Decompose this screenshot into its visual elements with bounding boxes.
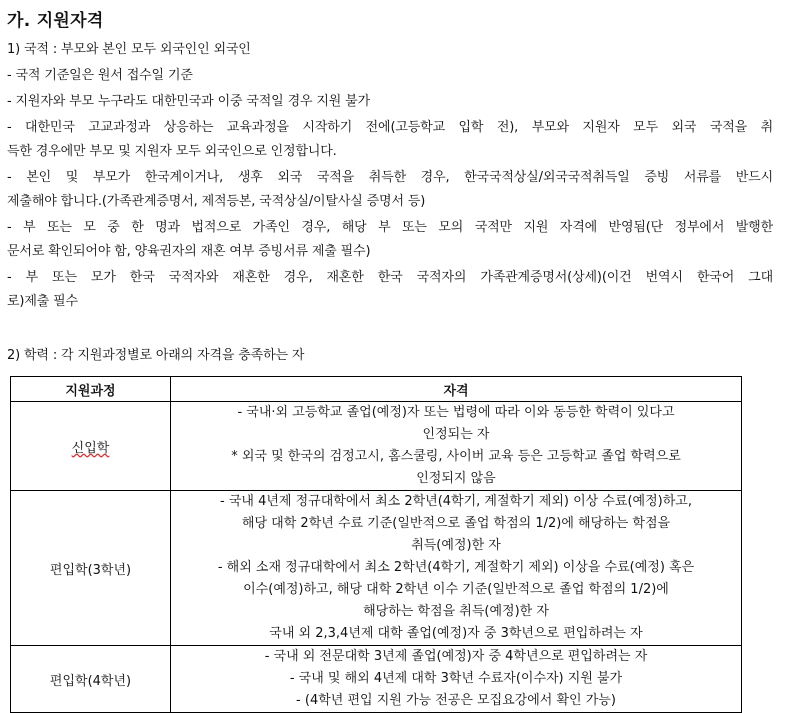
nationality-line: - 부 또는 모가 한국 국적자와 재혼한 경우, 재혼한 한국 국적자의 가족관계증명서(상세)(이건 번역시 한국어 그대	[7, 270, 773, 285]
qualification-line: 이수(예정)하고, 해당 대학 2학년 이수 기준(일반적으로 졸업 학점의 1/2)에	[243, 582, 669, 597]
nationality-line: - 본인 및 부모가 한국계이거나, 생후 외국 국적을 취득한 경우, 한국국적상실/외국국적취득일 증빙 서류를 반드시	[7, 170, 773, 185]
qualification-line: 해당 대학 2학년 수료 기준(일반적으로 졸업 학점의 1/2)에 해당하는 학점을	[241, 516, 671, 531]
qualification-line: 인정되는 자	[422, 427, 490, 442]
qualification-cell	[171, 646, 742, 713]
nationality-heading: 1) 국적 : 부모와 본인 모두 외국인인 외국인	[7, 42, 251, 57]
qualification-line: - 국내 및 해외 4년제 대학 3학년 수료자(이수자) 지원 불가	[289, 671, 623, 686]
qualification-line: 취득(예정)한 자	[411, 538, 501, 553]
education-heading: 2) 학력 : 각 지원과정별로 아래의 자격을 충족하는 자	[7, 348, 305, 363]
qualification-cell	[171, 402, 742, 491]
column-header-course: 지원과정	[11, 377, 171, 402]
course-cell	[11, 646, 171, 713]
nationality-line: - 대한민국 고교과정과 상응하는 교육과정을 시작하기 전에(고등학교 입학 전), 부모와 지원자 모두 외국 국적을 취	[7, 120, 773, 135]
course-label: 신입학	[71, 440, 110, 456]
qualification-line: 국내 외 2,3,4년제 대학 졸업(예정)자 중 3학년으로 편입하려는 자	[269, 626, 643, 641]
table-row	[11, 402, 742, 491]
table-header-row	[11, 377, 742, 402]
column-header-qualification: 자격	[171, 377, 742, 402]
qualification-line: - 해외 소재 정규대학에서 최소 2학년(4학기, 계절학기 제외) 이상을 수료(예정) 혹은	[217, 560, 695, 575]
nationality-line: - 지원자와 부모 누구라도 대한민국과 이중 국적일 경우 지원 불가	[7, 94, 370, 109]
course-cell	[11, 402, 171, 491]
qualification-cell	[171, 491, 742, 646]
course-cell	[11, 491, 171, 646]
nationality-line: 로)제출 필수	[7, 294, 78, 309]
qualification-line: 인정되지 않음	[416, 471, 496, 486]
nationality-line: 득한 경우에만 부모 및 지원자 모두 외국인으로 인정합니다.	[7, 144, 337, 159]
qualification-line: 해당하는 학점을 취득(예정)한 자	[363, 604, 549, 619]
course-label: 편입학(3학년)	[49, 562, 132, 578]
eligibility-table	[10, 376, 742, 713]
qualification-line: - 국내·외 고등학교 졸업(예정)자 또는 법령에 따라 이와 동등한 학력이 있다고	[237, 405, 675, 420]
qualification-line: - 국내 4년제 정규대학에서 최소 2학년(4학기, 계절학기 제외) 이상 수료(예정)하고,	[220, 494, 692, 509]
section-title: 가. 지원자격	[7, 11, 104, 31]
nationality-line: 제출해야 합니다.(가족관계증명서, 제적등본, 국적상실/이탈사실 증명서 등)	[7, 194, 426, 209]
qualification-line: * 외국 및 한국의 검정고시, 홈스쿨링, 사이버 교육 등은 고등학교 졸업 학력으로	[231, 449, 681, 464]
table-row	[11, 491, 742, 646]
qualification-line: - 국내 외 전문대학 3년제 졸업(예정)자 중 4학년으로 편입하려는 자	[264, 649, 648, 664]
nationality-line: 문서로 확인되어야 함, 양육권자의 재혼 여부 증빙서류 제출 필수)	[7, 244, 371, 259]
table-row	[11, 646, 742, 713]
qualification-line: - (4학년 편입 지원 가능 전공은 모집요강에서 확인 가능)	[296, 693, 616, 708]
nationality-line: - 부 또는 모 중 한 명과 법적으로 가족인 경우, 해당 부 또는 모의 국적만 지원 자격에 반영됨(단 정부에서 발행한	[7, 220, 773, 235]
course-label: 편입학(4학년)	[49, 673, 132, 689]
nationality-line: - 국적 기준일은 원서 접수일 기준	[7, 68, 193, 83]
